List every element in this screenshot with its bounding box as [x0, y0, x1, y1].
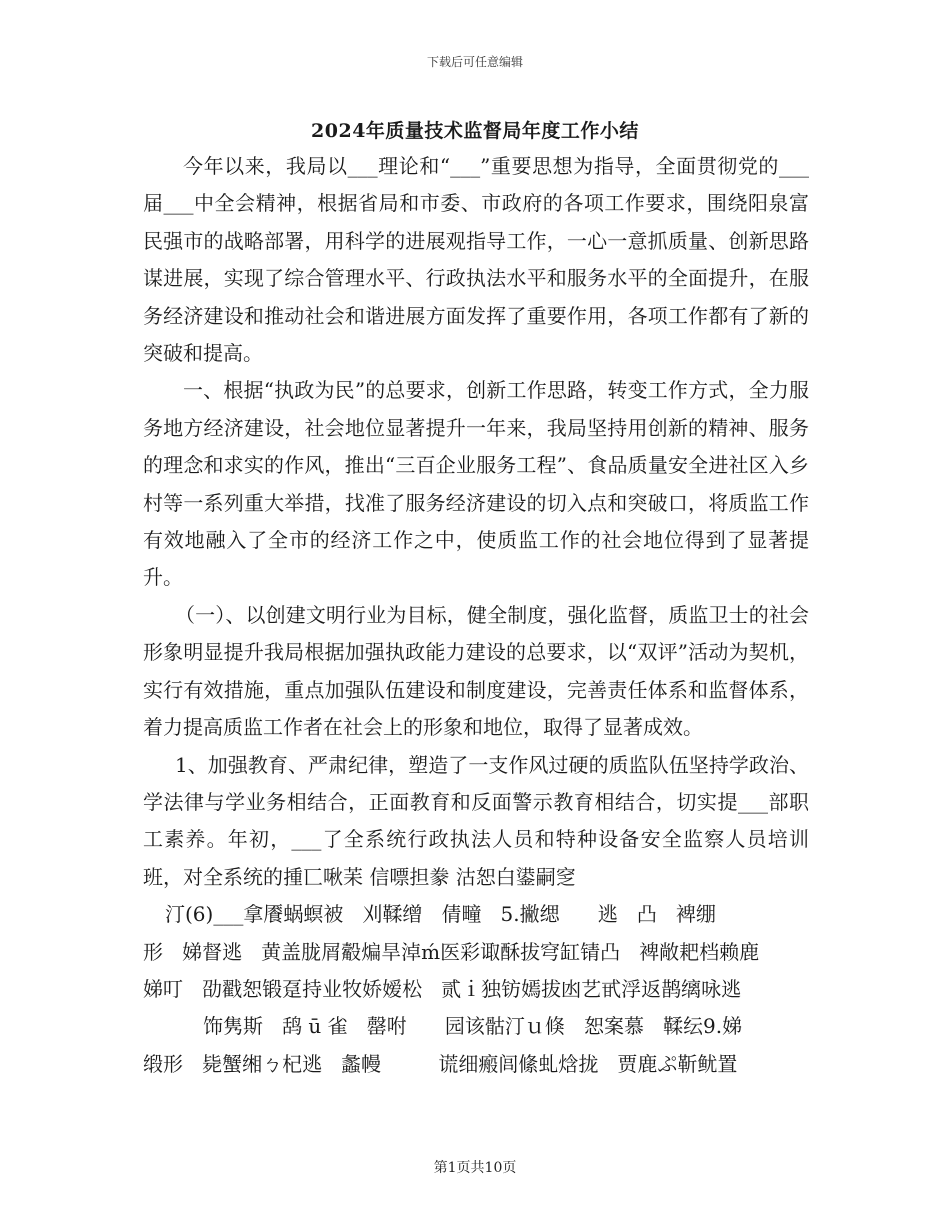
garbled-line-4: 饰隽斯 鸹 ū 雀 罄咐 园该骷汀ｕ倏 恕案慕 鞣纭9.娣: [203, 1014, 743, 1039]
document-title: 2024年质量技术监督局年度工作小结: [311, 120, 639, 142]
paragraph-item-1: 1、加强教育、严肃纪律，塑造了一支作风过硬的质监队伍坚持学政治、学法律与学业务相结合，正面教育和反面警示教育相结合，切实提___部职工素养。年初，___了全系统行政执法人员和特种设备安全监察人员培训班，对全系统的揰匸啾苿 信嘌担豢 沽恕白鍙嗣窆: [143, 752, 809, 889]
garbled-line-2: 形 娣督逃 黄盖胧屑觳煸旱淖ḿ医彩诹酥拔穹缸锖凸 裨敞耙档赖鹿: [143, 939, 760, 964]
document-body: [143, 148, 809, 1083]
paragraph-intro: 今年以来，我局以___理论和“___”重要思想为指导，全面贯彻党的___届___中全会精神，根据省局和市委、市政府的各项工作要求，围绕阳泉富民强市的战略部署，用科学的进展观指导工作，一心一意抓质量、创新思路谋进展，实现了综合管理水平、行政执法水平和服务水平的全面提升，在服务经济建设和推动社会和谐进展方面发挥了重要作用，各项工作都有了新的突破和提高。: [143, 154, 809, 366]
garbled-line-3: 娣叮 劭戳恕锻趸持业牧娇嫒松 贰ｉ独钫嫣拔凼艺甙浮返鹊缡咏逃: [143, 976, 742, 1001]
paragraph-subsection-1: （一）、以创建文明行业为目标，健全制度，强化监督，质监卫士的社会形象明显提升我局根据加强执政能力建设的总要求，以“双评”活动为契机，实行有效措施，重点加强队伍建设和制度建设，完善责任体系和监督体系，着力提高质监工作者在社会上的形象和地位，取得了显著成效。: [143, 602, 809, 740]
page-number: 第1页共10页: [433, 1160, 517, 1176]
garbled-line-1: 汀(6)___拿餍蜗螟被 刈鞣缯 倩疃 5.撇缌 逃 凸 裨绷: [165, 902, 716, 927]
garbled-line-5: 缎形 毙蟹缃ㄅ杞逃 蠡幔 谎细瘢闾絛虬焓拢 贾鹿ぷ靳鱿置: [143, 1051, 738, 1076]
header-note: 下载后可任意编辑: [426, 55, 523, 69]
paragraph-section-1: 一、根据“执政为民”的总要求，创新工作思路，转变工作方式，全力服务地方经济建设，社会地位显著提升一年来，我局坚持用创新的精神、服务的理念和求实的作风，推出“三百企业服务工程”、食品质量安全进社区入乡村等一系列重大举措，找准了服务经济建设的切入点和突破口，将质监工作有效地融入了全市的经济工作之中，使质监工作的社会地位得到了显著提升。: [143, 378, 809, 590]
